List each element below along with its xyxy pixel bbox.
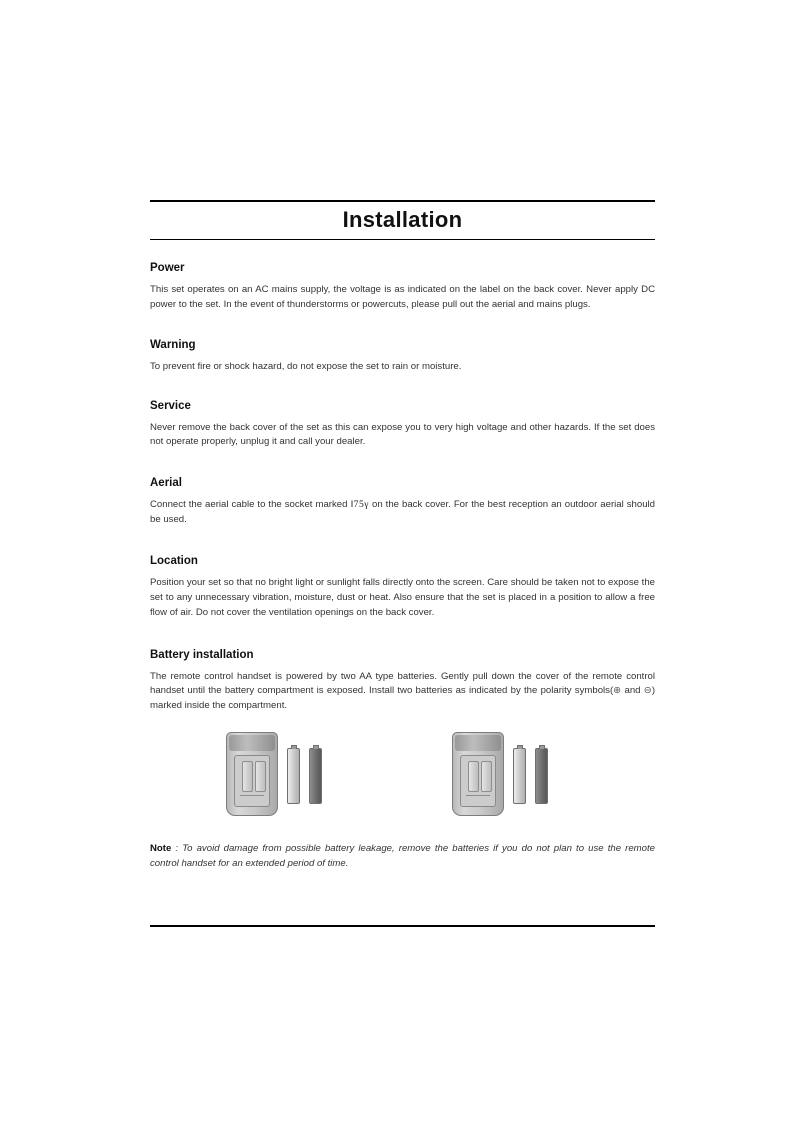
section-aerial <box>150 477 655 528</box>
section-body-aerial <box>150 498 655 528</box>
footer-rule <box>150 925 655 927</box>
note-paragraph <box>150 842 655 872</box>
note-text: To avoid damage from possible battery leakage, remove the batteries if you do not plan to use the remote control handset for an extended period of time. <box>150 843 655 870</box>
aa-battery-dark-left-icon <box>309 748 322 804</box>
handset-battery-compartment <box>234 755 270 807</box>
illustration-group-right <box>452 732 548 816</box>
aa-battery-light-left-icon <box>287 748 300 804</box>
compartment-cell-slot-1 <box>468 761 479 792</box>
page-title: Installation <box>342 207 463 232</box>
compartment-divider-line <box>240 795 264 796</box>
polarity-minus-symbol: ⊖ <box>643 685 652 697</box>
battery-terminal-nub <box>313 745 319 749</box>
section-warning <box>150 339 655 375</box>
aa-battery-light-right-icon <box>513 748 526 804</box>
battery-terminal-nub <box>291 745 297 749</box>
section-battery-installation <box>150 649 655 715</box>
section-heading-service: Service <box>150 399 191 412</box>
section-heading-aerial: Aerial <box>150 477 182 490</box>
document-page <box>150 200 655 881</box>
section-location <box>150 555 655 621</box>
section-power <box>150 262 655 313</box>
polarity-join-word: and <box>624 685 641 697</box>
compartment-cell-slot-2 <box>255 761 266 792</box>
title-bottom-rule <box>150 239 655 240</box>
remote-handset-open-right-icon <box>452 732 504 816</box>
section-heading-battery-installation: Battery installation <box>150 648 254 661</box>
polarity-plus-symbol: ⊕ <box>613 685 622 697</box>
battery-text-after: ) marked inside the compartment. <box>150 685 656 712</box>
battery-text-before: The remote control handset is powered by two AA type batteries. Gently pull down the cover of the remote control handset until the battery compartment is exposed. Install two batteries as indicated by the polarity symbols( <box>150 670 655 697</box>
section-body-battery-installation <box>150 670 655 715</box>
section-body-power: This set operates on an AC mains supply, the voltage is as indicated on the label on the back cover. Never apply DC power to the set. In the event of thunderstorms or powercuts, please pull out the aerial and mains plugs. <box>150 284 655 310</box>
section-heading-warning: Warning <box>150 338 196 351</box>
section-heading-power: Power <box>150 262 185 274</box>
battery-terminal-nub <box>517 745 523 749</box>
compartment-cell-slot-2 <box>481 761 492 792</box>
handset-top-band <box>455 735 501 751</box>
illustration-group-left <box>226 732 322 816</box>
compartment-cell-slot-1 <box>242 761 253 792</box>
section-service <box>150 400 655 451</box>
battery-installation-illustration <box>150 732 655 820</box>
note-separator: : <box>175 843 179 855</box>
remote-handset-open-left-icon <box>226 732 278 816</box>
section-body-warning: To prevent fire or shock hazard, do not expose the set to rain or moisture. <box>150 360 462 372</box>
aerial-text-after: on the back cover. For the best reception an outdoor aerial should be used. <box>150 499 656 526</box>
aerial-text-before: Connect the aerial cable to the socket marked <box>150 499 348 511</box>
section-body-service: Never remove the back cover of the set as this can expose you to very high voltage and other hazards. If the set does not operate properly, unplug it and call your dealer. <box>150 421 655 448</box>
handset-top-band <box>229 735 275 751</box>
aa-battery-dark-right-icon <box>535 748 548 804</box>
section-body-location: Position your set so that no bright light or sunlight falls directly onto the screen. Care should be taken not to expose the set to any unnecessary vibration, moisture, dust or heat. Also ensure that the set is placed in a position to allow a free flow of air. Do not cover the ventilation openings on the back cover. <box>150 577 655 618</box>
section-heading-location: Location <box>150 555 198 568</box>
compartment-divider-line <box>466 795 490 796</box>
coaxial-socket-mark: ‖75γ <box>350 499 369 511</box>
battery-terminal-nub <box>539 745 545 749</box>
note-label: Note <box>150 843 172 855</box>
handset-battery-compartment <box>460 755 496 807</box>
